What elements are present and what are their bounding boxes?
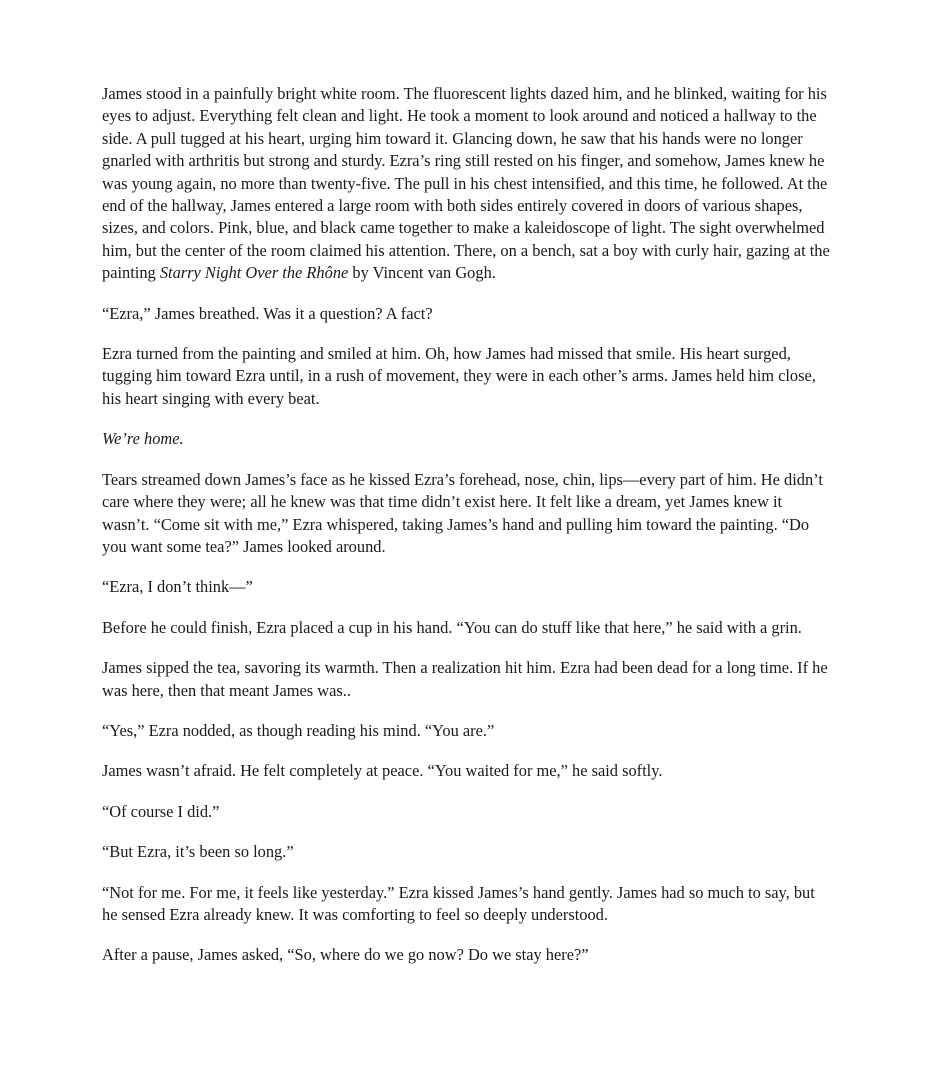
- paragraph: “Yes,” Ezra nodded, as though reading his mind. “You are.”: [102, 720, 495, 740]
- paragraph: “Ezra, I don’t think—”: [102, 577, 253, 597]
- paragraph: “Ezra,” James breathed. Was it a question? A fact?: [102, 303, 433, 323]
- paragraph: James sipped the tea, savoring its warmth. Then a realization hit him. Ezra had been dead for a long time. If he was here, then that meant James was..: [102, 658, 828, 700]
- paragraph: James wasn’t afraid. He felt completely at peace. “You waited for me,” he said softly.: [102, 761, 663, 781]
- paragraph: “But Ezra, it’s been so long.”: [102, 842, 294, 862]
- paragraph-opening: [102, 83, 830, 285]
- paragraph: Ezra turned from the painting and smiled at him. Oh, how James had missed that smile. His heart surged, tugging him toward Ezra until, in a rush of movement, they were in each other’s arms. James held him close, his heart singing with every beat.: [102, 344, 816, 408]
- paragraph: “Of course I did.”: [102, 801, 220, 821]
- paragraph: After a pause, James asked, “So, where do we go now? Do we stay here?”: [102, 945, 589, 965]
- paragraph-opening-before: James stood in a painfully bright white room. The fluorescent lights dazed him, and he blinked, waiting for his eyes to adjust. Everything felt clean and light. He took a moment to look around and noticed a hallway to the side. A pull tugged at his heart, urging him toward it. Glancing down, he saw that his hands were no longer gnarled with arthritis but strong and sturdy. Ezra’s ring still rested on his finger, and somehow, James knew he was young again, no more than twenty-five. The pull in his chest intensified, and this time, he followed. At the end of the hallway, James entered a large room with both sides entirely covered in doors of various shapes, sizes, and colors. Pink, blue, and black came together to make a kaleidoscope of light. The sight overwhelmed him, but the center of the room claimed his attention. There, on a bench, sat a boy with curly hair, gazing at the painting: [102, 84, 830, 283]
- paragraph-opening-after: by Vincent van Gogh.: [348, 263, 496, 283]
- painting-title: Starry Night Over the Rhône: [159, 263, 349, 283]
- paragraph: Before he could finish, Ezra placed a cup in his hand. “You can do stuff like that here,” he said with a grin.: [102, 617, 802, 637]
- story-text: [102, 83, 830, 985]
- paragraph-italic: We’re home.: [102, 429, 184, 449]
- paragraph: Tears streamed down James’s face as he kissed Ezra’s forehead, nose, chin, lips—every part of him. He didn’t care where they were; all he knew was that time didn’t exist here. It felt like a dream, yet James knew it wasn’t. “Come sit with me,” Ezra whispered, taking James’s hand and pulling him toward the painting. “Do you want some tea?” James looked around.: [102, 469, 823, 556]
- paragraph: “Not for me. For me, it feels like yesterday.” Ezra kissed James’s hand gently. James had so much to say, but he sensed Ezra already knew. It was comforting to feel so deeply understood.: [102, 882, 815, 924]
